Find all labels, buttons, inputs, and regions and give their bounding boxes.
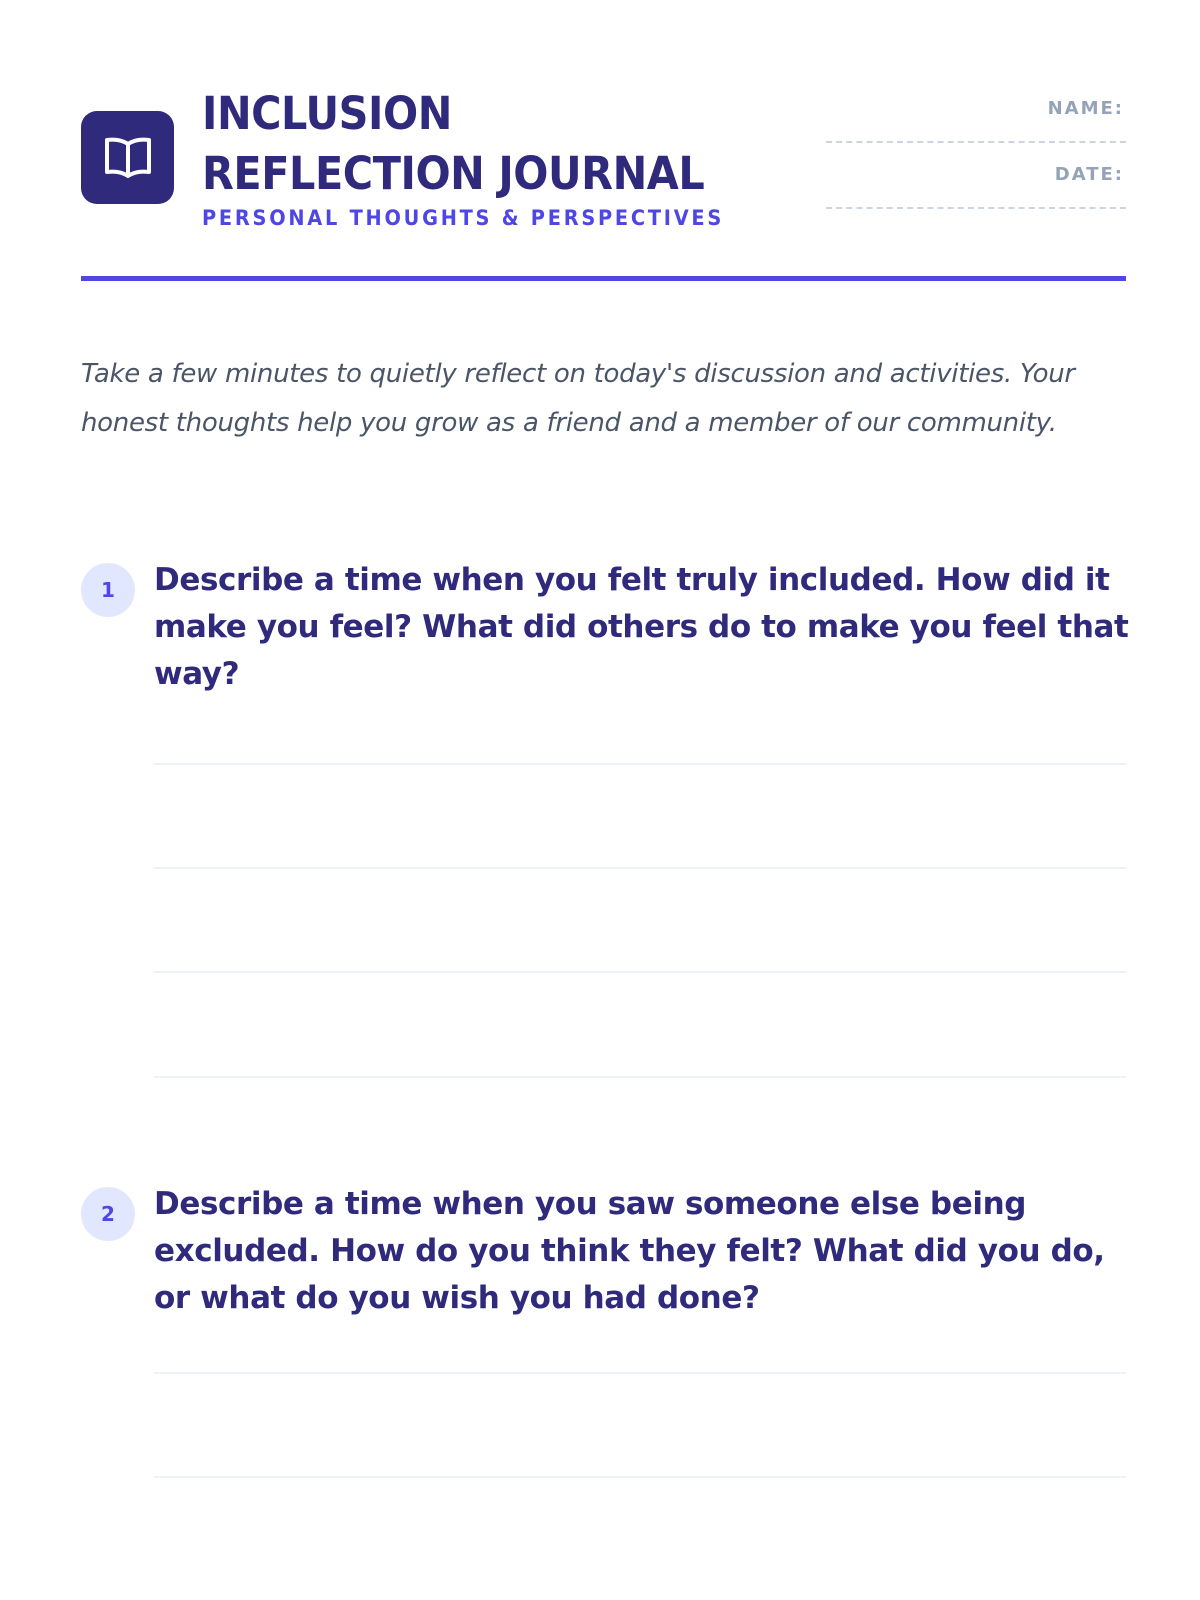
date-field[interactable] <box>826 160 1126 226</box>
journal-page <box>81 0 1129 1600</box>
name-label: NAME: <box>1047 98 1124 119</box>
header-divider <box>81 276 1126 281</box>
question-number-badge: 1 <box>81 563 135 617</box>
logo <box>81 111 174 204</box>
name-field[interactable] <box>826 94 1126 160</box>
question-number-badge: 2 <box>81 1187 135 1241</box>
answer-line[interactable] <box>154 1372 1126 1374</box>
answer-line[interactable] <box>154 1476 1126 1478</box>
answer-line[interactable] <box>154 867 1126 869</box>
question-text: Describe a time when you felt truly included. How did it make you feel? What did others do to make you feel that way? <box>154 562 1129 692</box>
intro-text: Take a few minutes to quietly reflect on today's discussion and activities. Your honest thoughts help you grow as a friend and a member of our community. <box>81 359 1075 438</box>
title-block <box>202 84 822 230</box>
answer-line[interactable] <box>154 1076 1126 1078</box>
name-write-line[interactable] <box>826 141 1126 143</box>
answer-line[interactable] <box>154 971 1126 973</box>
page-subtitle: PERSONAL THOUGHTS & PERSPECTIVES <box>202 206 725 230</box>
header <box>81 80 1126 280</box>
question-text: Describe a time when you saw someone else being excluded. How do you think they felt? What did you do, or what do you wish you had done? <box>154 1186 1105 1316</box>
page-title-line-2: REFLECTION JOURNAL <box>202 147 705 200</box>
answer-line[interactable] <box>154 763 1126 765</box>
date-write-line[interactable] <box>826 207 1126 209</box>
name-date-fields <box>826 94 1126 226</box>
date-label: DATE: <box>1054 164 1124 185</box>
page-title-line-1: INCLUSION <box>202 87 452 140</box>
open-book-icon <box>102 134 154 182</box>
